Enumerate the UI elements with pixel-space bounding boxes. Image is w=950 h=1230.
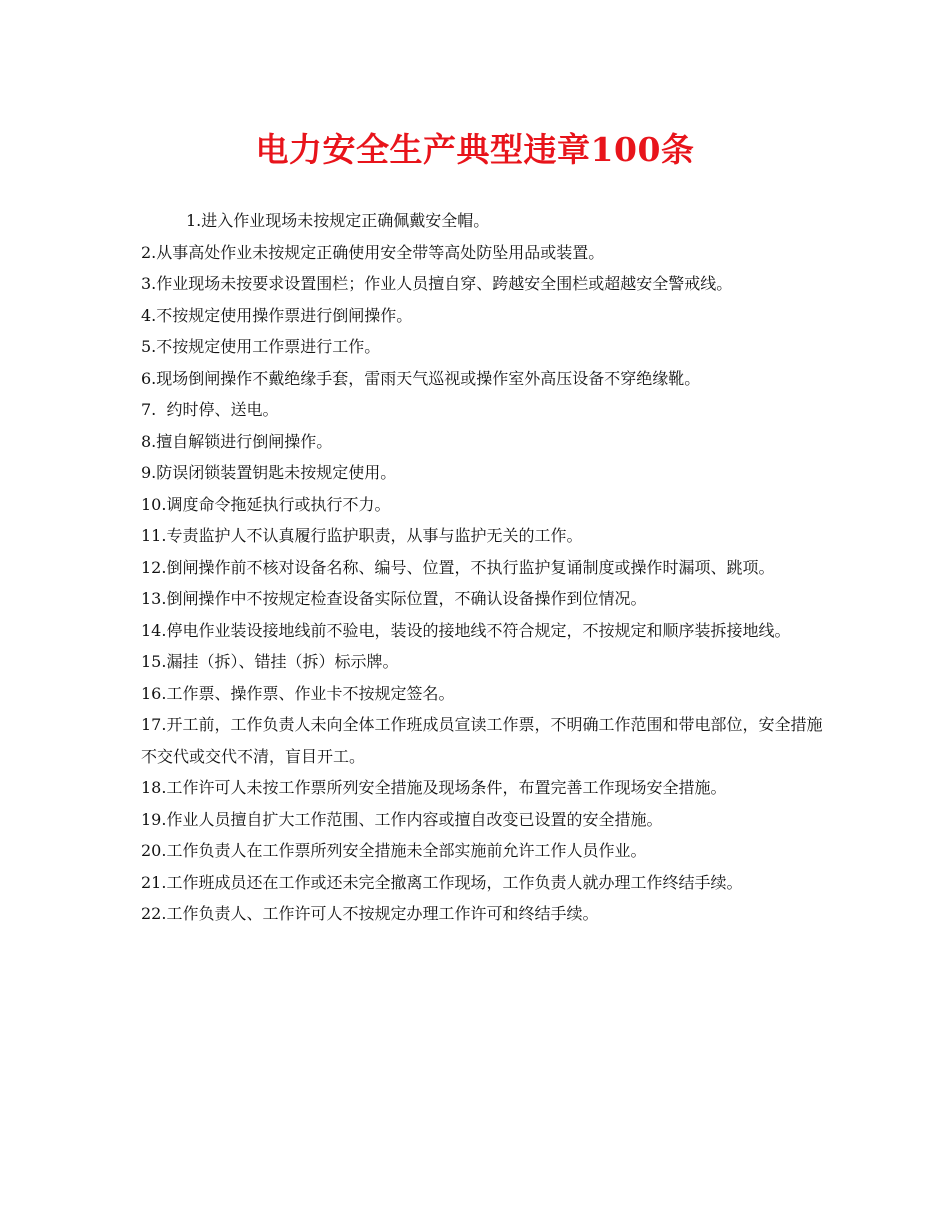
rule-item: 18.工作许可人未按工作票所列安全措施及现场条件，布置完善工作现场安全措施。 <box>141 778 727 797</box>
rule-item: 17.开工前，工作负责人未向全体工作班成员宣读工作票，不明确工作范围和带电部位，安全措施不交代或交代不清，盲目开工。 <box>141 715 823 766</box>
rule-item: 20.工作负责人在工作票所列安全措施未全部实施前允许工作人员作业。 <box>141 841 647 860</box>
rule-item: 12.倒闸操作前不核对设备名称、编号、位置，不执行监护复诵制度或操作时漏项、跳项。 <box>141 557 775 577</box>
rule-item: 7. 约时停、送电。 <box>141 400 279 419</box>
rule-item: 1.进入作业现场未按规定正确佩戴安全帽。 <box>186 211 490 230</box>
rule-item: 13.倒闸操作中不按规定检查设备实际位置，不确认设备操作到位情况。 <box>141 589 647 608</box>
document-title: 电力安全生产典型违章100条 <box>255 130 695 169</box>
rule-item: 10.调度命令拖延执行或执行不力。 <box>141 494 391 514</box>
rule-item: 11.专责监护人不认真履行监护职责，从事与监护无关的工作。 <box>141 526 583 545</box>
rule-item: 22.工作负责人、工作许可人不按规定办理工作许可和终结手续。 <box>141 904 599 923</box>
rule-item: 5.不按规定使用工作票进行工作。 <box>141 337 381 356</box>
rule-item: 19.作业人员擅自扩大工作范围、工作内容或擅自改变已设置的安全措施。 <box>141 809 663 829</box>
rule-item: 16.工作票、操作票、作业卡不按规定签名。 <box>141 683 455 703</box>
rule-item: 15.漏挂（拆）、错挂（拆）标示牌。 <box>141 652 399 671</box>
rule-item: 2.从事高处作业未按规定正确使用安全带等高处防坠用品或装置。 <box>141 242 605 262</box>
rule-item: 14.停电作业装设接地线前不验电，装设的接地线不符合规定，不按规定和顺序装拆接地线。 <box>141 620 791 640</box>
rule-item: 3.作业现场未按要求设置围栏；作业人员擅自穿、跨越安全围栏或超越安全警戒线。 <box>141 274 733 293</box>
rule-item: 8.擅自解锁进行倒闸操作。 <box>141 431 333 451</box>
rule-item: 6.现场倒闸操作不戴绝缘手套，雷雨天气巡视或操作室外高压设备不穿绝缘靴。 <box>141 368 701 388</box>
rule-item: 4.不按规定使用操作票进行倒闸操作。 <box>141 305 413 325</box>
rule-item: 9.防误闭锁装置钥匙未按规定使用。 <box>141 463 397 482</box>
rules-list <box>141 205 831 930</box>
rule-item: 21.工作班成员还在工作或还未完全撤离工作现场，工作负责人就办理工作终结手续。 <box>141 872 743 892</box>
